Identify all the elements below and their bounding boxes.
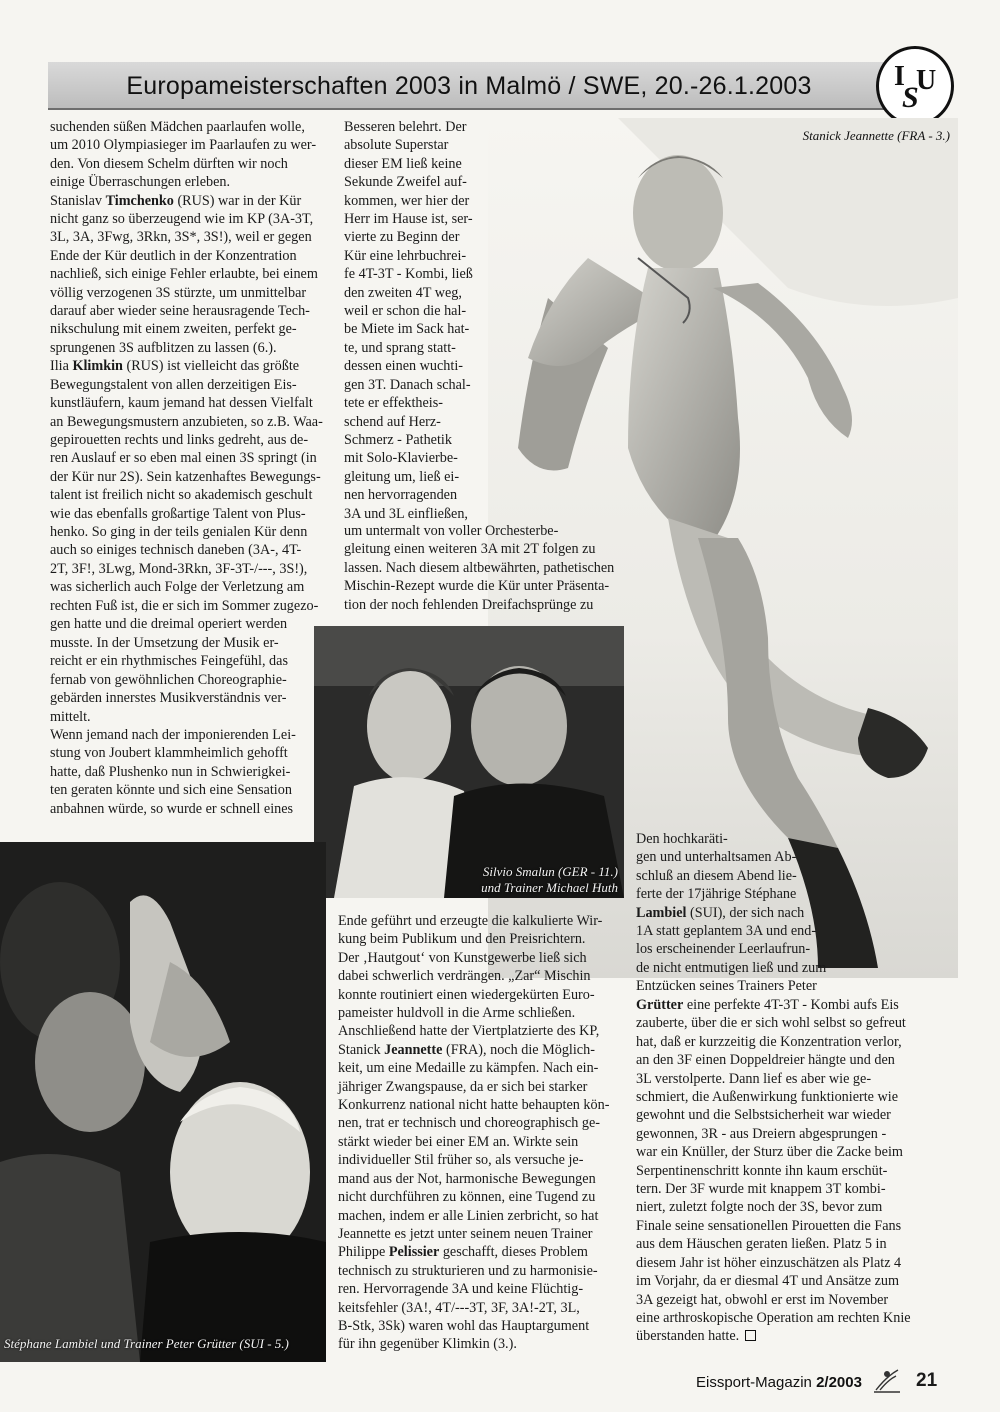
text-line: überstanden hatte. (636, 1327, 916, 1345)
text-line: Sekunde Zweifel auf- (344, 174, 467, 191)
text-line: dabei schwerlich verdrängen. „Zar“ Mischin (338, 968, 591, 985)
paragraph-timchenko (50, 192, 332, 358)
caption-smalun (470, 864, 618, 896)
text-line: einige Überraschungen erleben. (50, 174, 231, 191)
text-line: völlig verzogenen 3S stürzte, um unmittelbar (50, 284, 307, 301)
text-line: musste. In der Umsetzung der Musik er- (50, 635, 279, 651)
footer-magazine: Eissport-Magazin (696, 1374, 812, 1391)
text-line: 3L, 3A, 3Fwg, 3Rkn, 3S*, 3S!), weil er gegen (50, 229, 312, 246)
text-line: kunstläufern, kaum jemand hat dessen Vielfalt (50, 395, 313, 412)
text-line: 1A statt geplantem 3A und end- (636, 923, 817, 940)
text-line: Stanislav Timchenko (RUS) war in der Kür (50, 192, 302, 209)
text-line: 3A und 3L einfließen, (344, 505, 468, 522)
text-line: Der ‚Hautgout‘ von Kunstgewerbe ließ sich (338, 949, 587, 966)
text-line: rechten Fuß ist, die er sich im Sommer zugezo- (50, 597, 319, 614)
text-line: Ilia Klimkin (RUS) ist vielleicht das größte (50, 358, 300, 375)
text-line: anbahnen würde, so wurde er schnell eines (50, 800, 294, 817)
text-line: ren. Hervorragende 3A und keine Flüchtig- (338, 1281, 584, 1298)
text-line: auch so einiges technisch daneben (3A-, 4T- (50, 542, 302, 559)
text-line: darauf aber wieder seine herausragende Tech- (50, 303, 310, 320)
text-line: suchenden süßen Mädchen paarlaufen wolle, (50, 119, 305, 135)
svg-text:U: U (916, 65, 937, 96)
column-1-text (50, 118, 332, 633)
text-line: Philippe Pelissier geschafft, dieses Problem (338, 1244, 588, 1261)
text-line: tete er effektheis- (344, 395, 443, 412)
text-line: gewonnen, 3R - aus Dreiern abgesprungen - (636, 1125, 887, 1142)
text-line: dessen einen wuchti- (344, 358, 463, 375)
text-line: fernab von gewöhnlichen Choreographie- (50, 671, 287, 688)
footer (696, 1374, 862, 1391)
text-line: ferte der 17jährige Stéphane (636, 886, 797, 903)
text-line: sprungenen 3S aufblitzen zu lassen (6.). (50, 339, 277, 356)
text-line: an Bewegungsmustern anzubieten, so z.B. Waa- (50, 413, 323, 430)
text-line: Anschließend hatte der Viertplatzierte des KP, (338, 1023, 600, 1040)
column-2-text-bottom (338, 912, 624, 1354)
name-klimkin: Klimkin (72, 358, 123, 375)
text-line: an den 3F einen Doppeldreier hängte und den (636, 1052, 895, 1069)
text-line: den zweiten 4T weg, (344, 284, 462, 301)
text-line: tern. Der 3F wurde mit knappem 3T kombi- (636, 1181, 886, 1198)
text-line: absolute Superstar (344, 137, 449, 154)
text-line: henko. So ging in der teils genialen Kür denn (50, 523, 308, 540)
text-line: um untermalt von voller Orchesterbe- (344, 523, 559, 539)
caption-line: und Trainer Michael Huth (481, 880, 618, 895)
text-line: Lambiel (SUI), der sich nach (636, 904, 805, 921)
text-line: Entzücken seines Trainers Peter (636, 978, 817, 995)
text-line: um 2010 Olympiasieger im Paarlaufen zu wer- (50, 137, 317, 154)
caption-jeannette: Stanick Jeannette (FRA - 3.) (802, 128, 950, 143)
text-line: für ihn gegenüber Klimkin (3.). (338, 1336, 517, 1353)
text-line: lassen. Nach diesem altbewährten, pathetischen (344, 559, 615, 576)
text-line: hatte, daß Plushenko nun in Schwierigkei- (50, 763, 291, 780)
text-line: 3A gezeigt hat, obwohl er erst im November (636, 1291, 889, 1308)
column-3-text-narrow (636, 830, 846, 996)
column-1-text-narrow (50, 634, 312, 818)
name-lambiel: Lambiel (636, 904, 687, 921)
text-line: schmiert, die Außenwirkung funktionierte wie (636, 1089, 899, 1106)
text-line: Jeannette es jetzt unter seinem neuen Trainer (338, 1225, 593, 1242)
text-line: wie das ebenfalls großartige Talent von Plus- (50, 505, 306, 522)
text-line: vierte zu Beginn der (344, 229, 460, 246)
text-line: im Vorjahr, da er diesmal 4T und Ansätze zum (636, 1273, 900, 1290)
text-line: aus dem Häuschen geraten ließen. Platz 5 in (636, 1236, 887, 1253)
text-line: Ende geführt und erzeugte die kalkulierte Wir- (338, 913, 603, 929)
text-line: nikschulung mit einem zweiten, perfekt ge- (50, 321, 297, 338)
text-line: dieser EM ließ keine (344, 155, 462, 172)
text-line: war ein Knüller, der Sturz über die Zacke beim (636, 1144, 903, 1161)
page-title: Europameisterschaften 2003 in Malmö / SWE, 20.-26.1.2003 (126, 72, 812, 100)
column-2-text-wide (344, 522, 624, 614)
end-of-article-box-icon (745, 1330, 756, 1341)
text-line: gen hatte und die dreimal operiert werden (50, 615, 288, 632)
text-line: Kür eine lehrbuchrei- (344, 247, 467, 264)
name-pelissier: Pelissier (388, 1244, 440, 1261)
text-line: B-Stk, 3Sk) waren wohl das Hauptargument (338, 1317, 590, 1334)
lambiel-trainer-image (0, 842, 326, 1362)
text-line: diesem Jahr ist höher einzuschätzen als Platz 4 (636, 1254, 902, 1271)
text-line: los erscheinender Leerlaufrun- (636, 941, 811, 958)
text-line: Wenn jemand nach der imponierenden Lei- (50, 727, 296, 744)
text-line: Serpentinenschritt konnte ihn kaum erschüt- (636, 1162, 888, 1179)
text-line: keitsfehler (3A!, 4T/---3T, 3F, 3A!-2T, 3L, (338, 1299, 580, 1316)
text-line: was sicherlich auch Folge der Verletzung am (50, 579, 305, 596)
text-line: pameister huldvoll in die Arme schließen. (338, 1005, 576, 1022)
footer-issue: 2/2003 (816, 1374, 862, 1391)
text-line: den. Von diesem Schelm dürften wir noch (50, 155, 288, 172)
text-line: Finale seine sensationellen Pirouetten die Fans (636, 1217, 902, 1234)
text-line: hat, daß er kurzzeitig die Konzentration verlor, (636, 1033, 902, 1050)
name-gruetter: Grütter (636, 997, 684, 1013)
text-line: Schmerz - Pathetik (344, 431, 452, 448)
smalun-trainer-image (314, 626, 624, 898)
text-line: kung beim Publikum und den Preisrichtern. (338, 931, 586, 948)
text-line: de nicht entmutigen ließ und zum (636, 959, 827, 976)
text-line: keit, um eine Medaille zu kämpfen. Nach ein- (338, 1060, 599, 1077)
text-line: Konkurrenz national nicht hatte behaupten kön- (338, 1097, 610, 1114)
text-line: nen, trat er technisch und choreographisch ge- (338, 1115, 600, 1132)
name-timchenko: Timchenko (105, 192, 174, 209)
isu-logo (876, 46, 954, 126)
text-line: gewohnt und die Selbstsicherheit war wieder (636, 1107, 891, 1124)
text-line: nicht durchführen zu können, eine Tugend zu (338, 1189, 596, 1206)
paragraph-intro (50, 118, 332, 192)
text-line: zauberte, über die er sich wohl selbst so gefreut (636, 1015, 906, 1032)
text-line: gen 3T. Danach schal- (344, 376, 471, 393)
text-line: gleitung um, ließ ei- (344, 468, 460, 485)
text-line: mittelt. (50, 708, 91, 725)
column-2-text-top (344, 118, 486, 523)
page-number: 21 (916, 1370, 938, 1391)
text-line: schluß an diesem Abend lie- (636, 867, 797, 884)
paragraph-klimkin (50, 357, 332, 633)
text-line: der Kür nur 2S). Sein katzenhaftes Bewegungs- (50, 468, 321, 485)
text-line: gen und unterhaltsamen Ab- (636, 849, 797, 866)
text-line: Bewegungstalent von allen derzeitigen Eis- (50, 376, 297, 393)
text-line: jähriger Zwangspause, da er sich bei starker (338, 1078, 588, 1095)
text-line: stung von Joubert klammheimlich gehofft (50, 745, 288, 762)
text-line: reicht er ein rhythmisches Feingefühl, das (50, 653, 288, 670)
text-line: Herr im Hause ist, ser- (344, 211, 473, 228)
svg-text:I: I (894, 61, 905, 92)
text-line: stärkt wieder bei einer EM an. Wirkte sein (338, 1133, 579, 1150)
text-line: Ende der Kür deutlich in der Konzentration (50, 247, 297, 264)
text-line: te, und sprang statt- (344, 339, 456, 356)
text-line: gebärden innerstes Musikverständnis ver- (50, 690, 287, 707)
column-3-text-wide (636, 996, 916, 1346)
text-line: tion der noch fehlenden Dreifachsprünge zu (344, 596, 594, 613)
text-line: weil er schon die hal- (344, 303, 467, 320)
photo-smalun (314, 626, 624, 898)
text-line: schend auf Herz- (344, 413, 441, 430)
photo-lambiel (0, 842, 326, 1362)
text-line: nen hervorragenden (344, 487, 458, 504)
text-line: ren Auslauf er so eben mal einen 3S springt (in (50, 450, 317, 467)
text-line: Den hochkaräti- (636, 831, 728, 847)
text-line: gepirouetten rechts und links gedreht, aus de- (50, 431, 309, 448)
text-line: mit Solo-Klavierbe- (344, 450, 458, 467)
text-line: Stanick Jeannette (FRA), noch die Möglich- (338, 1041, 595, 1058)
text-line: fe 4T-3T - Kombi, ließ (344, 266, 473, 283)
text-line: individueller Stil früher so, als versuche je- (338, 1152, 584, 1169)
isu-logo-icon (879, 49, 951, 123)
text-line: mand aus der Not, harmonische Bewegungen (338, 1170, 596, 1187)
text-line: niert, zuletzt folgte noch der 3S, bevor zum (636, 1199, 883, 1216)
caption-lambiel: Stéphane Lambiel und Trainer Peter Grütter (SUI - 5.) (4, 1336, 289, 1351)
svg-text:S: S (902, 81, 919, 114)
text-line: konnte routiniert einen wiedergekürten Euro- (338, 986, 595, 1003)
text-line: ten geraten könnte und sich eine Sensation (50, 782, 292, 799)
text-line: machen, indem er alle Linien zerbricht, so hat (338, 1207, 599, 1224)
text-line: Besseren belehrt. Der (344, 119, 467, 135)
text-line: gleitung einen weiteren 3A mit 2T folgen zu (344, 541, 596, 558)
text-line: Grütter eine perfekte 4T-3T - Kombi aufs Eis (636, 997, 899, 1013)
text-line: be Miete im Sack hat- (344, 321, 470, 338)
text-line: Mischin-Rezept wurde die Kür unter Präsenta- (344, 578, 610, 595)
text-line: technisch zu strukturieren und zu harmonisie- (338, 1262, 598, 1279)
text-line: talent ist freilich nicht so akademisch geschult (50, 487, 313, 504)
text-line: 3L verstolperte. Dann lief es aber wie ge- (636, 1070, 872, 1087)
text-line: eine arthroskopische Operation am rechten Knie (636, 1309, 911, 1326)
text-line: kommen, wer hier der (344, 192, 470, 209)
text-line: nachließ, sich einige Fehler erlaubte, bei einem (50, 266, 318, 283)
caption-line: Silvio Smalun (GER - 11.) (482, 864, 618, 879)
text-line: 2T, 3F!, 3Lwg, Mond-3Rkn, 3F-3T-/---, 3S!), (50, 560, 308, 577)
text-line: nicht ganz so überzeugend wie im KP (3A-3T, (50, 211, 314, 228)
name-jeannette: Jeannette (384, 1041, 443, 1058)
skater-logo-icon (872, 1366, 902, 1394)
